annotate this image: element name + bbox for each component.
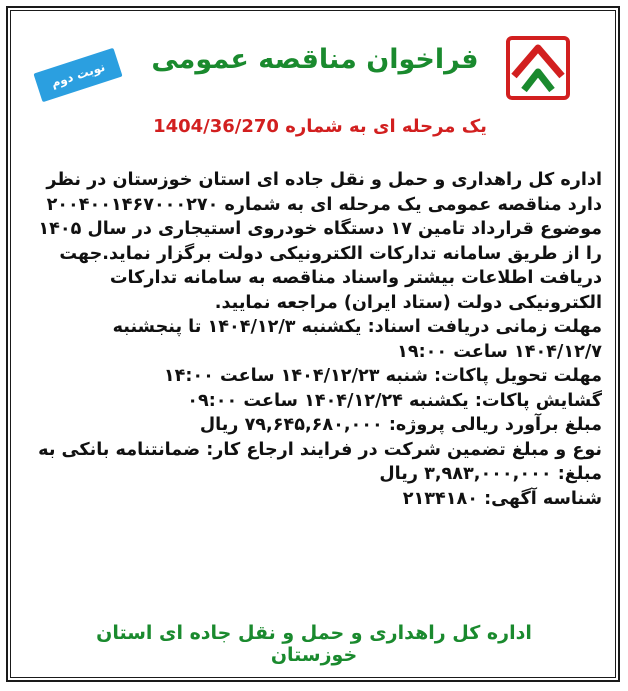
delivery-deadline: مهلت تحویل پاکات: شنبه ۱۴۰۴/۱۲/۲۳ ساعت ۱۴:۰۰ — [163, 366, 602, 386]
notice-id: شناسه آگهی: ۲۱۳۴۱۸۰ — [402, 488, 602, 509]
road-maintenance-logo-icon — [506, 36, 570, 100]
tender-number: یک مرحله ای به شماره 1404/36/270 — [153, 116, 487, 137]
notice-body — [26, 168, 602, 511]
guarantee-amount: نوع و مبلغ تضمین شرکت در فرایند ارجاع کار: ضمانتنامه بانکی به مبلغ: ۳,۹۸۳,۰۰۰,۰۰۰ ریال — [38, 439, 602, 484]
notice-paragraph: اداره کل راهداری و حمل و نقل جاده ای استان خوزستان در نظر دارد مناقصه عمومی یک مرحله ای به شماره ۲۰۰۴۰۰۱۴۶۷۰۰۰۲۷۰ موضوع قرارداد تامین ۱۷ دستگاه خودروی استیجاری در سال ۱۴۰۵ را از طریق سامانه تدارکات الکترونیکی دولت برگزار نماید.جهت دریافت اطلاعات بیشتر واسناد مناقصه به سامانه تدارکات الکترونیکی دولت (ستاد ایران) مراجعه نمایید. — [38, 170, 602, 313]
page-title: فراخوان مناقصه عمومی — [151, 44, 479, 75]
opening-date: گشایش پاکات: یکشنبه ۱۴۰۴/۱۲/۲۴ ساعت ۰۹:۰۰ — [187, 390, 602, 411]
issuer-name: اداره کل راهداری و حمل و نقل جاده ای استان خوزستان — [96, 622, 532, 666]
second-round-badge: نوبت دوم — [33, 48, 122, 102]
document-deadline: مهلت زمانی دریافت اسناد: یکشنبه ۱۴۰۴/۱۲/۳ تا پنجشنبه ۱۴۰۴/۱۲/۷ ساعت ۱۹:۰۰ — [112, 317, 602, 362]
estimate-amount: مبلغ برآورد ریالی پروژه: ۷۹,۶۴۵,۶۸۰,۰۰۰ ریال — [199, 415, 602, 435]
